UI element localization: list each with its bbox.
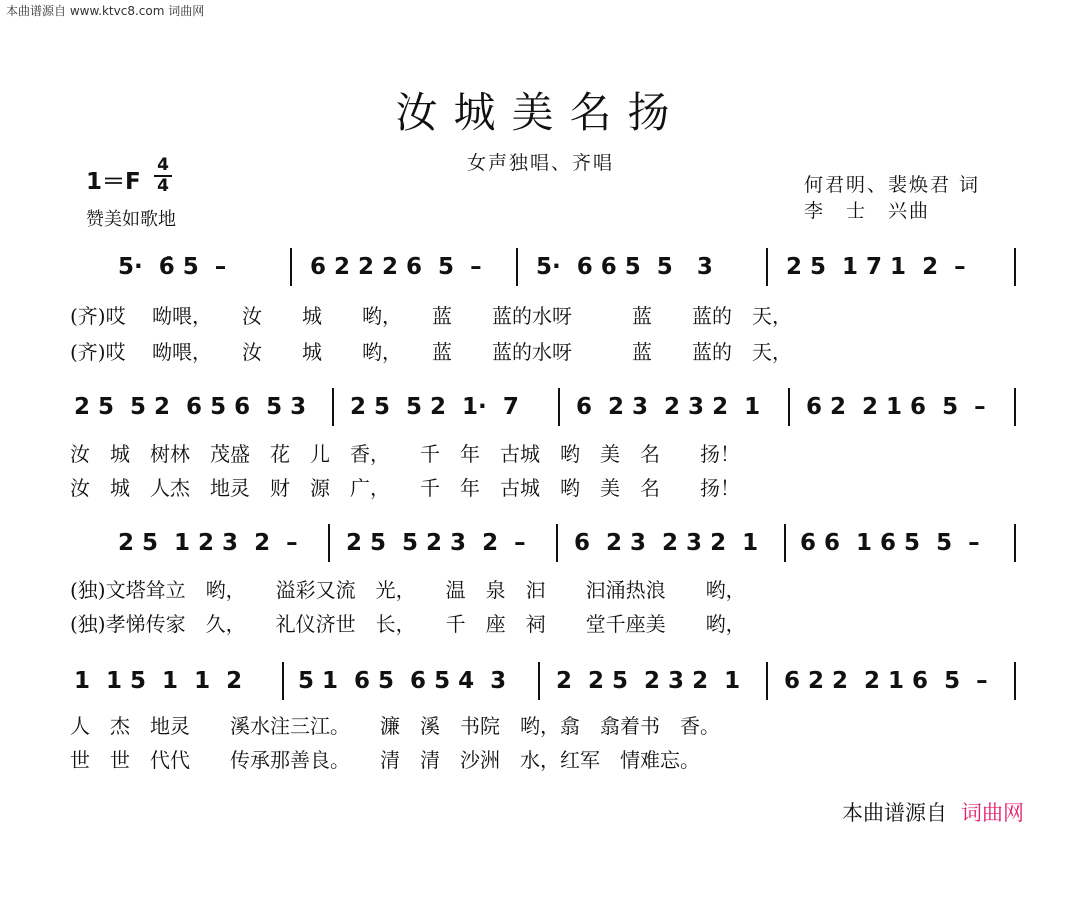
notation-system-1 xyxy=(0,248,1081,286)
song-subtitle: 女声独唱、齐唱 xyxy=(466,152,614,174)
barline xyxy=(766,248,768,286)
time-signature-bottom: 4 xyxy=(157,176,169,196)
measure: 5 1 6 5 6 5 4 3 xyxy=(298,668,507,694)
measure: 1 1 5 1 1 2 xyxy=(74,668,243,694)
measure: 6 2 2 2 1 6 5 – xyxy=(784,668,988,694)
measure: 2 5 1 7 1 2 – xyxy=(786,254,966,280)
measure: 6 2 3 2 3 2 1 xyxy=(574,530,759,556)
barline xyxy=(1014,662,1016,700)
notation-system-2 xyxy=(0,388,1081,426)
barline xyxy=(516,248,518,286)
measure: 5· 6 6 5 5 3 xyxy=(536,254,713,280)
notation-system-4 xyxy=(0,662,1081,700)
measure: 5· 6̇ 5 – xyxy=(118,254,227,280)
measure: 2 5 1 2 3 2 – xyxy=(118,530,298,556)
barline xyxy=(332,388,334,426)
time-signature xyxy=(154,157,172,195)
measure: 2 5 5 2 1· 7 xyxy=(350,394,519,420)
barline xyxy=(290,248,292,286)
measure: 2 2 5 2 3 2 1 xyxy=(556,668,741,694)
composer-credit: 李 士 兴曲 xyxy=(804,200,931,222)
barline xyxy=(788,388,790,426)
measure: 6 2 3 2 3 2 1 xyxy=(576,394,761,420)
key-signature: 1＝F xyxy=(86,169,141,195)
lyricist-credit: 何君明、裴焕君 词 xyxy=(804,174,981,196)
barline xyxy=(1014,388,1016,426)
barline xyxy=(1014,248,1016,286)
tempo-marking: 赞美如歌地 xyxy=(86,209,176,230)
barline xyxy=(282,662,284,700)
measure: 6 6 1 6 5 5 – xyxy=(800,530,980,556)
measure: 2 5 5 2 3 2 – xyxy=(346,530,526,556)
watermark-source: 本曲谱源自 xyxy=(842,801,947,825)
barline xyxy=(1014,524,1016,562)
bottom-watermark xyxy=(842,797,1024,827)
song-title: 汝城美名扬 xyxy=(395,88,686,137)
barline xyxy=(328,524,330,562)
barline xyxy=(538,662,540,700)
measure: 2 5 5 2 6 5 6 5 3 xyxy=(74,394,307,420)
notation-system-3 xyxy=(0,524,1081,562)
watermark-site: 词曲网 xyxy=(961,801,1024,825)
top-watermark: 本曲谱源自 www.ktvc8.com 词曲网 xyxy=(6,4,205,18)
measure: 6 2 2 2 6 5 – xyxy=(310,254,482,280)
time-signature-top: 4 xyxy=(157,155,169,175)
barline xyxy=(784,524,786,562)
barline xyxy=(556,524,558,562)
measure: 6 2 2 1 6 5 – xyxy=(806,394,986,420)
barline xyxy=(766,662,768,700)
barline xyxy=(558,388,560,426)
